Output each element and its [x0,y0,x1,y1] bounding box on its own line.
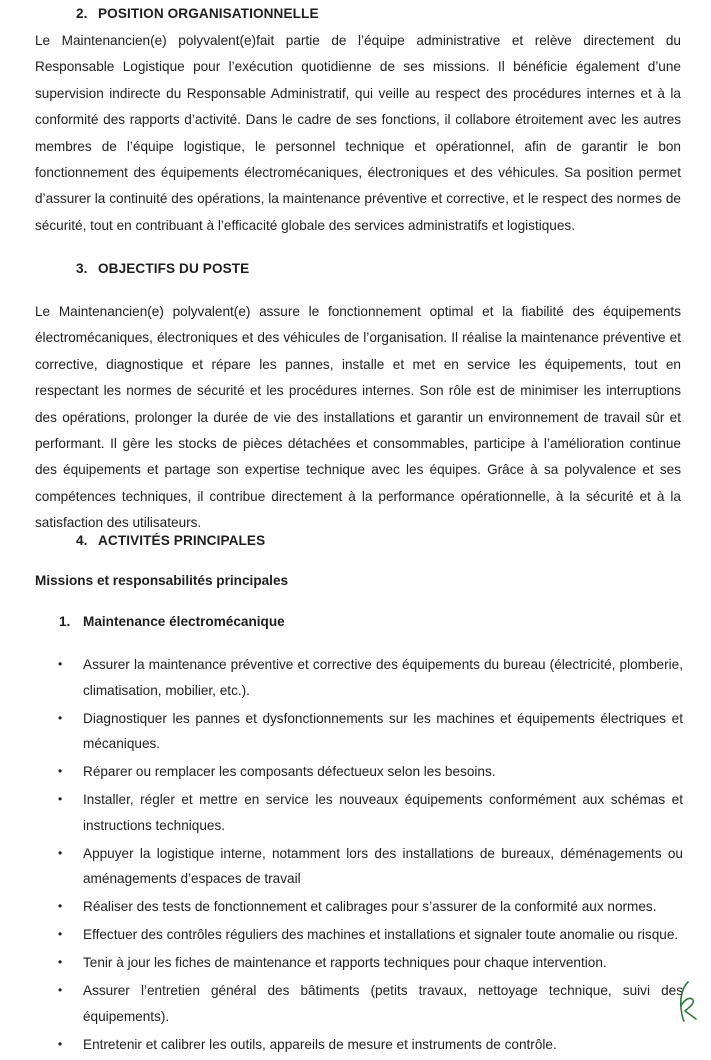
list-item-text: Entretenir et calibrer les outils, appareils de mesure et instruments de contrôle. [83,1036,557,1052]
list-item [0,706,683,757]
section-2-heading [76,6,319,21]
section-3-paragraph: Le Maintenancien(e) polyvalent(e) assure le fonctionnement optimal et la fiabilité des équipements électromécaniques, électroniques et des véhicules de l’organisation. Il réalise la maintenance préventive et corrective, diagnostique et répare les pannes, installe et met en service les équipements, tout en respectant les normes de sécurité et les procédures internes. Son rôle est de minimiser les interruptions des opérations, prolonger la durée de vie des installations et garantir un environnement de travail sûr et performant. Il gère les stocks de pièces détachées et consommables, participe à l’amélioration continue des équipements et partage son expertise technique avec les équipes. Grâce à sa polyvalence et ses compétences techniques, il contribue directement à la performance opérationnelle, à la sécurité et à la satisfaction des utilisateurs. [35,304,681,531]
list-item-text: Assurer l’entretien général des bâtiments (petits travaux, nettoyage technique, suivi des équipements). [83,983,683,1024]
list-item-text: Tenir à jour les fiches de maintenance et rapports techniques pour chaque intervention. [83,955,607,971]
list-item [0,759,683,785]
list-item-text: Appuyer la logistique interne, notamment lors des installations de bureaux, déménagements ou aménagements d’espaces de travail [83,845,683,887]
section-4-title: ACTIVITÉS PRINCIPALES [98,533,266,548]
section-3-heading [76,261,249,276]
section-4-number: 4. [76,533,88,548]
list-item [0,652,683,703]
list-item [0,894,683,920]
list-item-text: Diagnostiquer les pannes et dysfonctionnements sur les machines et équipements électriques et mécaniques. [83,710,683,752]
subsection-number: 1. [59,614,71,629]
list-item [0,978,683,1029]
list-item-text: Installer, régler et mettre en service les nouveaux équipements conformément aux schémas et instructions techniques. [83,792,683,833]
section-3-number: 3. [76,261,88,276]
bullet-icon: • [58,845,63,860]
list-item [0,787,683,838]
bullet-icon: • [58,764,63,779]
bullet-icon: • [58,1036,63,1051]
missions-subheading: Missions et responsabilités principales [35,573,289,588]
list-item-text: Effectuer des contrôles réguliers des machines et installations et signaler toute anomalie ou risque. [83,927,679,943]
list-item [0,841,683,892]
list-item [0,1032,683,1058]
list-item [0,950,683,976]
bullet-icon: • [58,792,63,807]
list-item-text: Réaliser des tests de fonctionnement et calibrages pour s’assurer de la conformité aux normes. [83,899,657,915]
handwritten-initial-mark [674,978,698,1022]
section-2-paragraph: Le Maintenancien(e) polyvalent(e)fait partie de l’équipe administrative et relève directement du Responsable Logistique pour l’exécution quotidienne de ses missions. Il bénéficie également d’une supervision indirecte du Responsable Administratif, qui veille au respect des procédures internes et à la conformité des rapports d’activité. Dans le cadre de ses fonctions, il collabore étroitement avec les autres membres de l’équipe logistique, le personnel technique et opérationnel, afin de garantir le bon fonctionnement des équipements électromécaniques, électroniques et des véhicules. Sa position permet d’assurer la continuité des opérations, la maintenance préventive et corrective, et le respect des normes de sécurité, tout en contribuant à l’efficacité globale des services administratifs et logistiques. [35,33,681,233]
list-item-text: Réparer ou remplacer les composants défectueux selon les besoins. [83,764,496,780]
section-4-heading [76,533,265,548]
section-2-title: POSITION ORGANISATIONNELLE [98,6,319,21]
subsection-maintenance-heading [59,614,285,629]
bullet-icon: • [58,927,63,942]
subsection-title: Maintenance électromécanique [83,614,285,629]
section-2-number: 2. [76,6,88,21]
bullet-icon: • [58,710,63,725]
section-3-title: OBJECTIFS DU POSTE [98,261,250,276]
list-item-text: Assurer la maintenance préventive et corrective des équipements du bureau (électricité, plomberie, climatisation, mobilier, etc.). [83,657,683,698]
task-list [0,652,711,1060]
bullet-icon: • [58,983,63,998]
bullet-icon: • [58,899,63,914]
list-item [0,922,683,948]
bullet-icon: • [58,955,63,970]
bullet-icon: • [58,657,63,671]
